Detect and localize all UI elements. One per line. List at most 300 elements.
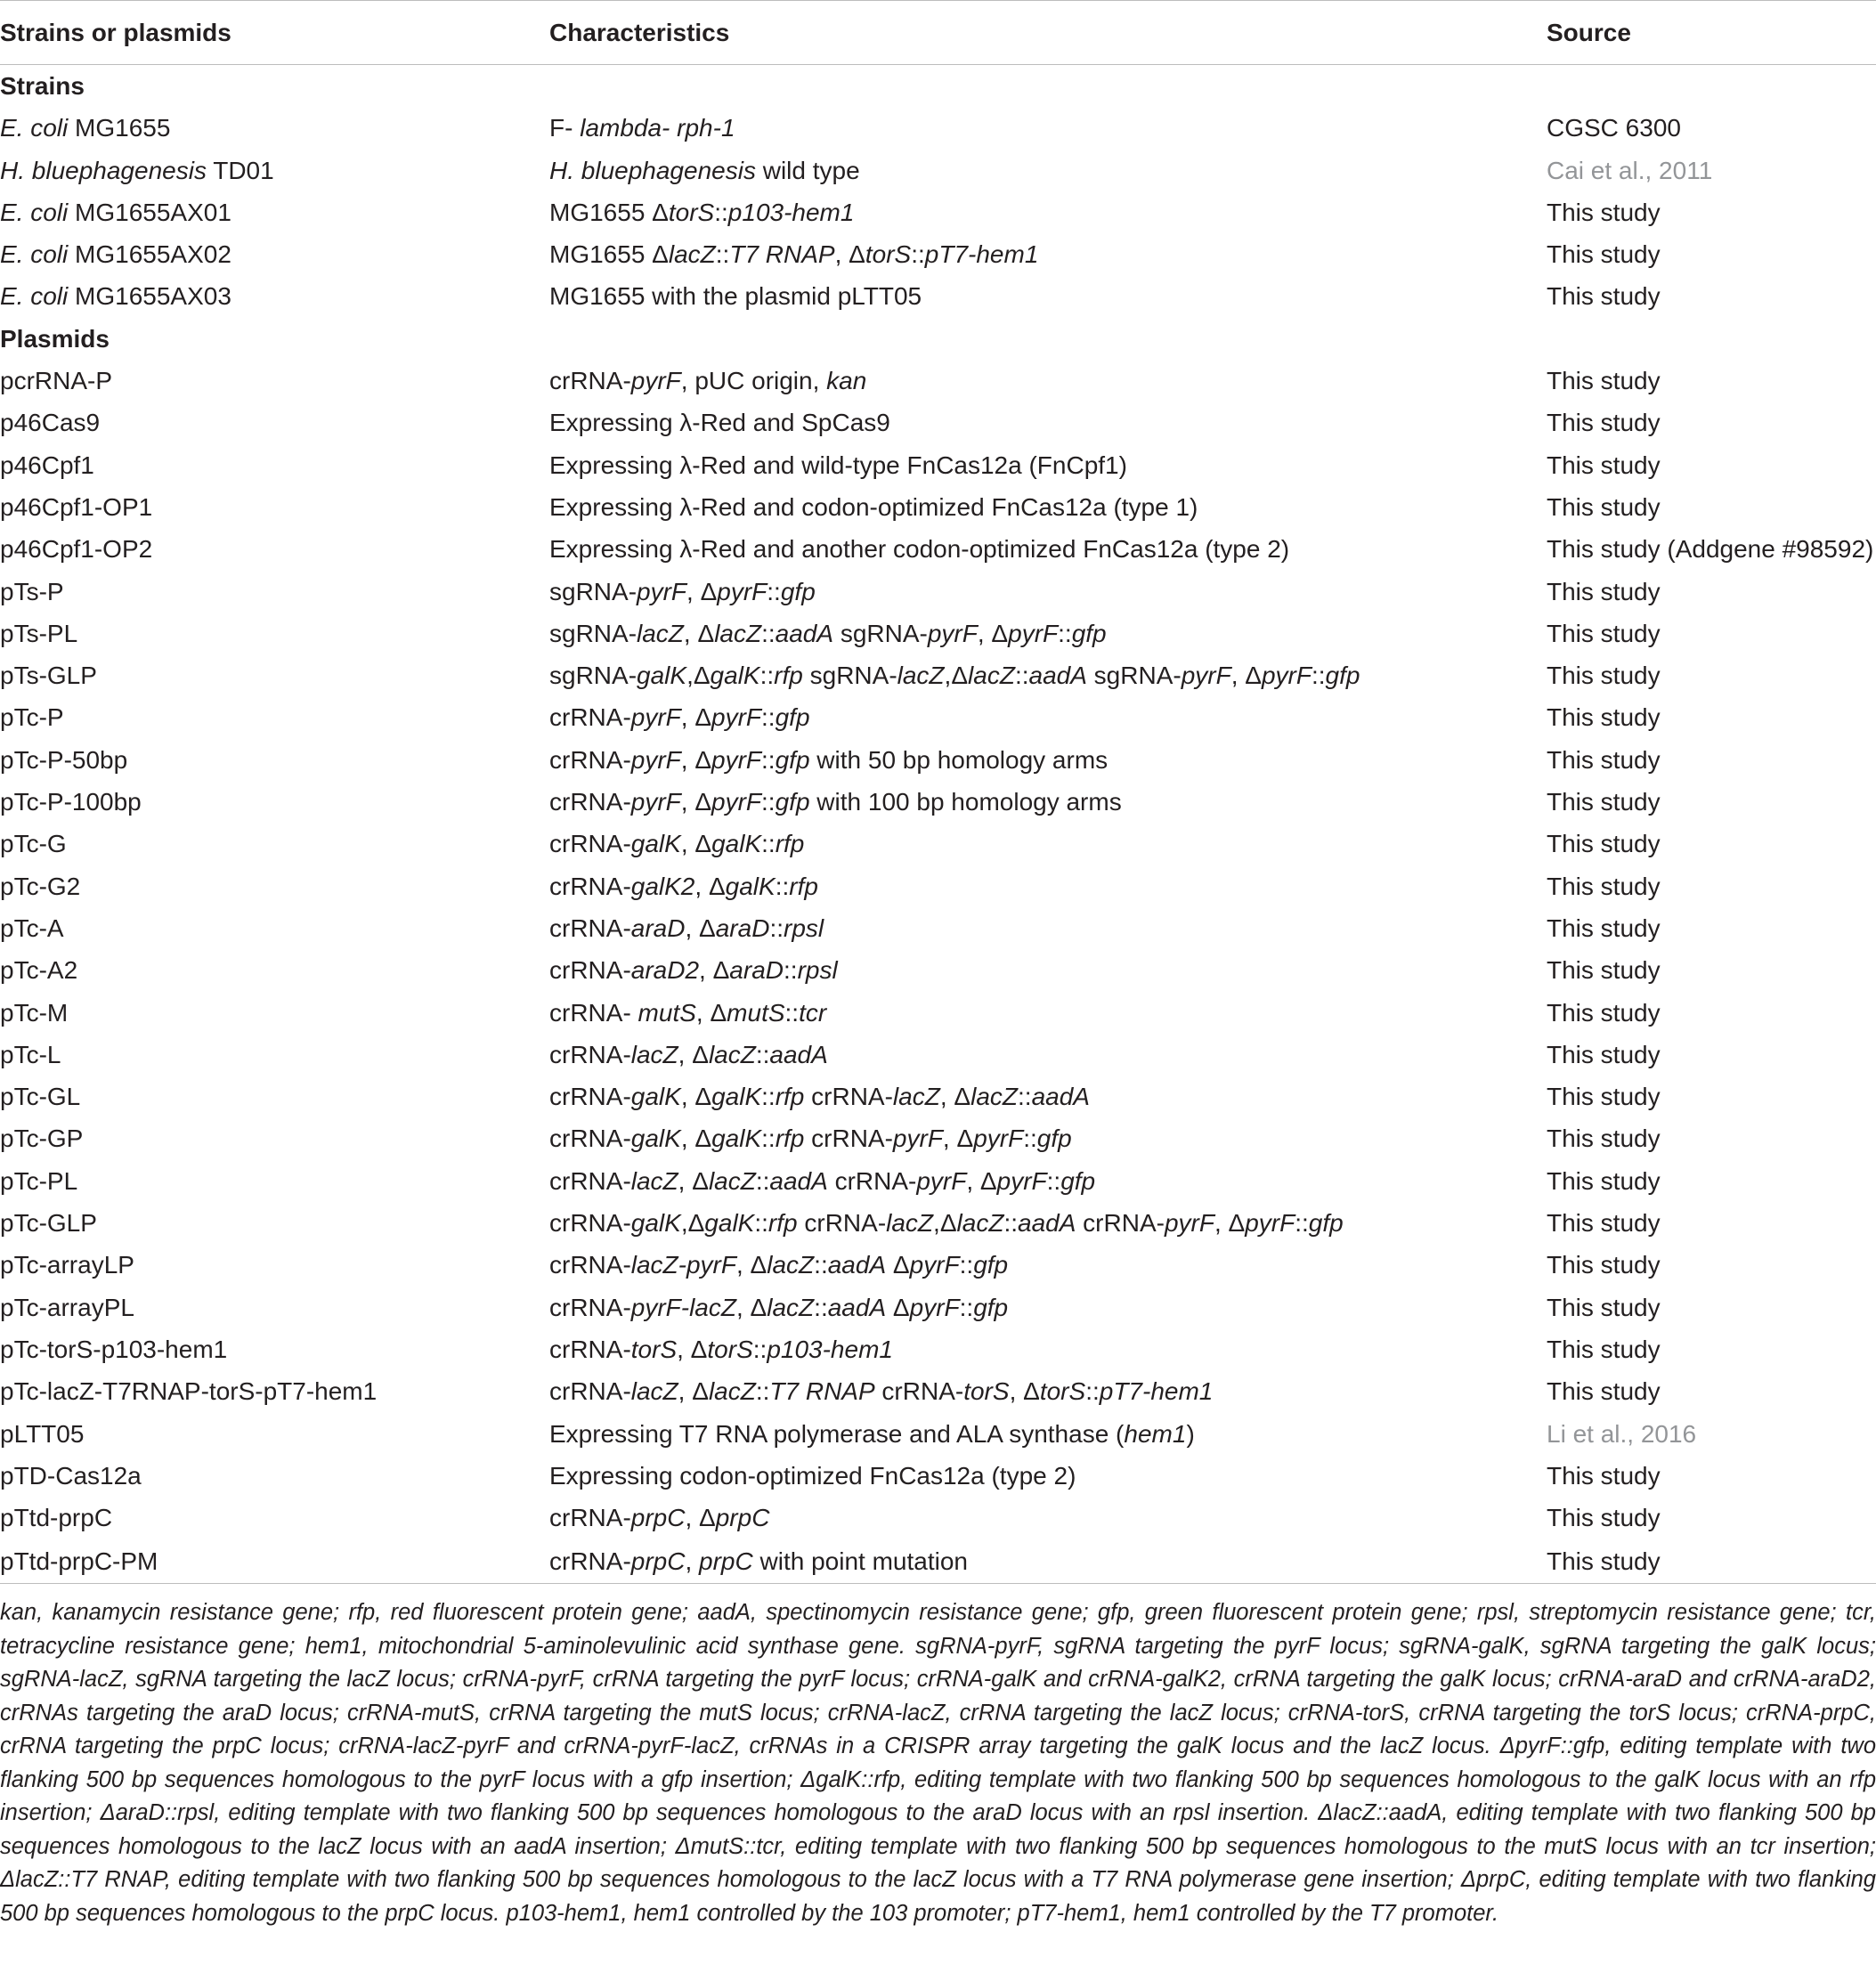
- text-segment: Δ: [886, 1251, 910, 1279]
- text-segment: ::: [761, 830, 776, 858]
- text-segment: crRNA-: [549, 956, 631, 985]
- text-segment: , Δ: [966, 1166, 997, 1195]
- text-segment: , Δ: [686, 577, 718, 605]
- cell-source: This study: [1547, 240, 1661, 269]
- table-row: [0, 992, 1876, 1034]
- table-row: [0, 486, 1876, 528]
- italic-term: rfp: [767, 1209, 798, 1238]
- italic-term: H. bluephagenesis: [549, 156, 756, 184]
- text-segment: crRNA-: [549, 1166, 631, 1195]
- cell-source: This study: [1547, 872, 1661, 900]
- cell-name: [0, 1455, 549, 1497]
- cell-source: This study: [1547, 1209, 1661, 1238]
- italic-term: hem1: [1124, 1419, 1187, 1448]
- section-row: [0, 65, 1876, 108]
- italic-term: lacZ: [897, 662, 945, 690]
- italic-term: galK: [630, 1209, 681, 1238]
- cell-name: [0, 1034, 549, 1076]
- text-segment: Expressing λ-Red and wild-type FnCas12a (FnCpf1): [549, 451, 1127, 479]
- cell-characteristics: [549, 1244, 1547, 1286]
- cell-characteristics: [549, 613, 1547, 654]
- italic-term: pyrF: [630, 367, 681, 395]
- italic-term: gfp: [775, 745, 810, 774]
- text-segment: crRNA-: [549, 788, 631, 816]
- italic-term: lacZ: [892, 1083, 940, 1111]
- cell-source: This study: [1547, 913, 1661, 942]
- italic-term: pyrF: [916, 1166, 967, 1195]
- table-row: [0, 1202, 1876, 1244]
- cell-name: [0, 992, 549, 1034]
- text-segment: with 100 bp homology arms: [809, 788, 1122, 816]
- italic-term: pT7-hem1: [924, 240, 1039, 269]
- cell-name: [0, 1244, 549, 1286]
- italic-term: lacZ: [637, 619, 684, 647]
- table-row: [0, 571, 1876, 613]
- italic-term: rfp: [775, 1083, 805, 1111]
- text-segment: MG1655AX03: [68, 282, 231, 311]
- table-row: [0, 1413, 1876, 1455]
- italic-term: pyrF: [1261, 662, 1312, 690]
- text-segment: ::: [761, 703, 776, 732]
- text-segment: ): [1186, 1419, 1195, 1448]
- italic-term: galK: [630, 830, 681, 858]
- text-segment: MG1655 Δ: [549, 240, 669, 269]
- text-segment: pTc-GL: [0, 1083, 81, 1111]
- text-segment: ::: [1014, 662, 1029, 690]
- text-segment: pTc-PL: [0, 1166, 78, 1195]
- text-segment: crRNA-: [549, 1335, 631, 1363]
- text-segment: crRNA-: [874, 1377, 964, 1406]
- table-row: [0, 150, 1876, 191]
- text-segment: pTD-Cas12a: [0, 1461, 142, 1490]
- italic-term: pyrF: [711, 745, 762, 774]
- text-segment: ::: [1058, 619, 1072, 647]
- italic-term: aadA: [1031, 1083, 1090, 1111]
- text-segment: ::: [1023, 1125, 1037, 1153]
- table-row: [0, 1117, 1876, 1159]
- text-segment: , Δ: [699, 956, 730, 985]
- table-row: [0, 1076, 1876, 1117]
- cell-source: This study: [1547, 1461, 1661, 1490]
- text-segment: crRNA-: [1076, 1209, 1165, 1238]
- cell-characteristics: [549, 992, 1547, 1034]
- italic-term: pyrF: [637, 577, 687, 605]
- text-segment: pTs-PL: [0, 619, 78, 647]
- cell-source: This study: [1547, 1293, 1661, 1321]
- italic-term: araD: [715, 913, 770, 942]
- cell-name: [0, 1160, 549, 1202]
- cell-name: [0, 949, 549, 991]
- text-segment: , Δ: [683, 619, 715, 647]
- text-segment: ,Δ: [933, 1209, 957, 1238]
- cell-characteristics: [549, 781, 1547, 823]
- text-segment: crRNA-: [549, 913, 631, 942]
- cell-characteristics: [549, 1034, 1547, 1076]
- italic-term: E. coli: [0, 198, 69, 226]
- text-segment: , Δ: [939, 1083, 971, 1111]
- section-title: Plasmids: [0, 324, 110, 353]
- table-row: [0, 360, 1876, 402]
- text-segment: p46Cas9: [0, 409, 101, 437]
- italic-term: araD: [729, 956, 784, 985]
- cell-characteristics: [549, 528, 1547, 570]
- italic-term: lacZ: [630, 1040, 678, 1068]
- table-row: [0, 823, 1876, 865]
- cell-characteristics: [549, 696, 1547, 738]
- text-segment: sgRNA-: [549, 577, 638, 605]
- italic-term: lacZ: [668, 240, 716, 269]
- cell-name: [0, 1497, 549, 1539]
- text-segment: pTc-P-100bp: [0, 788, 142, 816]
- italic-term: galK: [630, 1083, 681, 1111]
- text-segment: MG1655 with the plasmid pLTT05: [549, 282, 922, 311]
- text-segment: ::: [755, 1040, 770, 1068]
- text-segment: , Δ: [694, 872, 726, 900]
- text-segment: , Δ: [736, 1293, 767, 1321]
- table-row: [0, 613, 1876, 654]
- cell-source: This study: [1547, 745, 1661, 774]
- text-segment: , Δ: [1230, 662, 1262, 690]
- italic-term: lacZ: [968, 662, 1015, 690]
- text-segment: ::: [761, 619, 776, 647]
- cell-characteristics: [549, 1413, 1547, 1455]
- text-segment: pLTT05: [0, 1419, 85, 1448]
- text-segment: ::: [959, 1293, 974, 1321]
- cell-source: Li et al., 2016: [1547, 1419, 1697, 1448]
- italic-term: pyrF: [630, 745, 681, 774]
- text-segment: crRNA-: [549, 1251, 631, 1279]
- cell-characteristics: [549, 823, 1547, 865]
- text-segment: pTc-arrayLP: [0, 1251, 134, 1279]
- italic-term: lacZ: [886, 1209, 934, 1238]
- italic-term: tcr: [799, 998, 827, 1027]
- italic-term: lacZ: [956, 1209, 1004, 1238]
- italic-term: gfp: [780, 577, 816, 605]
- cell-characteristics: [549, 1539, 1547, 1584]
- italic-term: pyrF: [973, 1125, 1024, 1153]
- text-segment: wild type: [755, 156, 860, 184]
- italic-term: lacZ: [708, 1166, 756, 1195]
- cell-name: [0, 402, 549, 443]
- text-segment: ::: [814, 1251, 828, 1279]
- italic-term: mutS: [638, 998, 696, 1027]
- text-segment: crRNA-: [827, 1166, 917, 1195]
- cell-characteristics: [549, 275, 1547, 317]
- table-row: [0, 402, 1876, 443]
- section-title: Strains: [0, 72, 85, 100]
- text-segment: Δ: [886, 1293, 910, 1321]
- italic-term: torS: [707, 1335, 753, 1363]
- italic-term: T7 RNAP: [729, 240, 835, 269]
- table-row: [0, 1539, 1876, 1584]
- cell-name: [0, 528, 549, 570]
- text-segment: crRNA-: [549, 1377, 631, 1406]
- italic-term: torS: [630, 1335, 678, 1363]
- cell-name: [0, 1413, 549, 1455]
- cell-source: This study: [1547, 1504, 1661, 1532]
- italic-term: lacZ: [714, 619, 762, 647]
- italic-term: pyrF: [909, 1251, 960, 1279]
- text-segment: p46Cpf1-OP2: [0, 535, 153, 564]
- cell-characteristics: [549, 907, 1547, 949]
- italic-term: pT7-hem1: [1099, 1377, 1214, 1406]
- italic-term: pyrF: [711, 703, 762, 732]
- cell-source: This study: [1547, 1547, 1661, 1575]
- italic-term: torS: [865, 240, 912, 269]
- cell-name: [0, 1370, 549, 1412]
- text-segment: , Δ: [736, 1251, 767, 1279]
- italic-term: gfp: [1308, 1209, 1344, 1238]
- cell-name: [0, 696, 549, 738]
- text-segment: ,Δ: [686, 662, 711, 690]
- table-row: [0, 739, 1876, 781]
- italic-term: E. coli: [0, 240, 69, 269]
- cell-name: [0, 865, 549, 907]
- cell-characteristics: [549, 949, 1547, 991]
- italic-term: galK: [711, 1083, 762, 1111]
- text-segment: MG1655AX01: [68, 198, 231, 226]
- italic-term: galK: [710, 662, 760, 690]
- cell-name: [0, 150, 549, 191]
- cell-name: [0, 444, 549, 486]
- italic-term: E. coli: [0, 282, 69, 311]
- italic-term: H. bluephagenesis: [0, 156, 207, 184]
- cell-source: This study: [1547, 1166, 1661, 1195]
- italic-term: aadA: [827, 1293, 887, 1321]
- table-row: [0, 696, 1876, 738]
- table-row: [0, 1497, 1876, 1539]
- text-segment: pTc-GP: [0, 1125, 84, 1153]
- text-segment: crRNA-: [804, 1125, 893, 1153]
- cell-name: [0, 907, 549, 949]
- cell-name: [0, 191, 549, 233]
- text-segment: ,: [685, 1547, 700, 1575]
- text-segment: crRNA-: [549, 1209, 631, 1238]
- text-segment: ::: [761, 745, 776, 774]
- text-segment: , Δ: [685, 913, 716, 942]
- text-segment: ::: [1018, 1083, 1032, 1111]
- italic-term: lacZ: [708, 1040, 756, 1068]
- text-segment: crRNA-: [549, 745, 631, 774]
- cell-source: This study: [1547, 662, 1661, 690]
- text-segment: pTtd-prpC-PM: [0, 1547, 158, 1575]
- cell-source: This study: [1547, 998, 1661, 1027]
- cell-source: This study: [1547, 788, 1661, 816]
- cell-source: This study: [1547, 451, 1661, 479]
- cell-name: [0, 1328, 549, 1370]
- cell-name: [0, 823, 549, 865]
- text-segment: pTc-A2: [0, 956, 78, 985]
- table-row: [0, 865, 1876, 907]
- table-row: [0, 528, 1876, 570]
- text-segment: crRNA-: [549, 1547, 631, 1575]
- cell-characteristics: [549, 654, 1547, 696]
- cell-characteristics: [549, 1497, 1547, 1539]
- text-segment: , Δ: [942, 1125, 974, 1153]
- cell-source: This study: [1547, 409, 1661, 437]
- text-segment: crRNA-: [549, 367, 631, 395]
- cell-characteristics: [549, 107, 1547, 149]
- italic-term: E. coli: [0, 114, 69, 142]
- cell-characteristics: [549, 191, 1547, 233]
- text-segment: pTc-P: [0, 703, 64, 732]
- cell-source: This study: [1547, 367, 1661, 395]
- italic-term: galK: [725, 872, 776, 900]
- italic-term: pyrF: [630, 788, 681, 816]
- text-segment: Expressing λ-Red and codon-optimized FnCas12a (type 1): [549, 492, 1198, 521]
- column-header-name: Strains or plasmids: [0, 19, 231, 46]
- cell-source: This study: [1547, 492, 1661, 521]
- text-segment: p46Cpf1-OP1: [0, 492, 153, 521]
- text-segment: p46Cpf1: [0, 451, 94, 479]
- text-segment: pTc-A: [0, 913, 64, 942]
- italic-term: aadA: [1028, 662, 1087, 690]
- text-segment: MG1655: [68, 114, 171, 142]
- text-segment: TD01: [206, 156, 274, 184]
- italic-term: lacZ: [708, 1377, 756, 1406]
- section-row: [0, 318, 1876, 360]
- italic-term: lacZ: [630, 1166, 678, 1195]
- italic-term: aadA: [827, 1251, 887, 1279]
- cell-characteristics: [549, 1370, 1547, 1412]
- text-segment: ::: [752, 1335, 767, 1363]
- text-segment: with point mutation: [752, 1547, 968, 1575]
- cell-source: This study: [1547, 830, 1661, 858]
- italic-term: lacZ: [630, 1377, 678, 1406]
- cell-source: This study: [1547, 198, 1661, 226]
- text-segment: ::: [715, 240, 730, 269]
- text-segment: ::: [1085, 1377, 1100, 1406]
- table-row: [0, 1160, 1876, 1202]
- text-segment: , Δ: [680, 1083, 712, 1111]
- cell-characteristics: [549, 1202, 1547, 1244]
- text-segment: ,Δ: [680, 1209, 705, 1238]
- italic-term: lacZ-pyrF: [630, 1251, 736, 1279]
- text-segment: crRNA-: [549, 1083, 631, 1111]
- italic-term: pyrF: [1181, 662, 1231, 690]
- table-row: [0, 107, 1876, 149]
- text-segment: crRNA-: [549, 998, 638, 1027]
- italic-term: T7 RNAP: [769, 1377, 875, 1406]
- text-segment: crRNA-: [549, 1125, 631, 1153]
- italic-term: pyrF: [711, 788, 762, 816]
- text-segment: pTc-GLP: [0, 1209, 97, 1238]
- text-segment: , Δ: [680, 1125, 712, 1153]
- cell-name: [0, 654, 549, 696]
- table-body: [0, 65, 1876, 1584]
- italic-term: gfp: [973, 1251, 1009, 1279]
- cell-name: [0, 486, 549, 528]
- italic-term: pyrF: [717, 577, 767, 605]
- text-segment: , Δ: [677, 1335, 708, 1363]
- text-segment: pTc-G2: [0, 872, 81, 900]
- text-segment: ::: [714, 198, 728, 226]
- italic-term: gfp: [775, 788, 810, 816]
- italic-term: rpsl: [797, 956, 838, 985]
- text-segment: crRNA-: [549, 872, 631, 900]
- italic-term: kan: [826, 367, 867, 395]
- italic-term: pyrF: [927, 619, 978, 647]
- cell-name: [0, 1117, 549, 1159]
- cell-characteristics: [549, 486, 1547, 528]
- cell-source: This study: [1547, 1083, 1661, 1111]
- text-segment: , Δ: [977, 619, 1009, 647]
- text-segment: pTc-M: [0, 998, 69, 1027]
- italic-term: gfp: [1325, 662, 1360, 690]
- text-segment: ::: [775, 872, 790, 900]
- text-segment: pTc-P-50bp: [0, 745, 128, 774]
- cell-source: Cai et al., 2011: [1547, 156, 1713, 184]
- cell-source: This study: [1547, 1251, 1661, 1279]
- italic-term: galK: [711, 830, 762, 858]
- text-segment: pcrRNA-P: [0, 367, 113, 395]
- text-segment: ::: [911, 240, 925, 269]
- italic-term: p103-hem1: [767, 1335, 893, 1363]
- text-segment: sgRNA-: [833, 619, 928, 647]
- italic-term: rfp: [774, 662, 803, 690]
- italic-term: torS: [1039, 1377, 1086, 1406]
- cell-source: This study: [1547, 1335, 1661, 1363]
- text-segment: Expressing λ-Red and SpCas9: [549, 409, 890, 437]
- italic-term: pyrF: [1164, 1209, 1214, 1238]
- text-segment: crRNA-: [804, 1083, 893, 1111]
- text-segment: , Δ: [678, 1377, 709, 1406]
- text-segment: ::: [759, 662, 775, 690]
- text-segment: ,Δ: [944, 662, 969, 690]
- text-segment: , Δ: [680, 745, 712, 774]
- italic-term: gfp: [1060, 1166, 1096, 1195]
- text-segment: , Δ: [685, 1504, 716, 1532]
- italic-term: prpC: [715, 1504, 770, 1532]
- text-segment: Expressing codon-optimized FnCas12a (type 2): [549, 1461, 1076, 1490]
- text-segment: ::: [769, 913, 784, 942]
- cell-name: [0, 1539, 549, 1584]
- italic-term: gfp: [973, 1293, 1009, 1321]
- cell-name: [0, 1202, 549, 1244]
- cell-source: This study (Addgene #98592): [1547, 535, 1874, 564]
- text-segment: ::: [1003, 1209, 1018, 1238]
- italic-term: pyrF: [630, 703, 681, 732]
- text-segment: pTc-L: [0, 1040, 61, 1068]
- italic-term: araD: [630, 913, 686, 942]
- italic-term: galK: [704, 1209, 755, 1238]
- cell-characteristics: [549, 1117, 1547, 1159]
- text-segment: ::: [755, 1166, 770, 1195]
- italic-term: p103-hem1: [727, 198, 855, 226]
- cell-characteristics: [549, 739, 1547, 781]
- italic-term: prpC: [630, 1547, 686, 1575]
- text-segment: Expressing T7 RNA polymerase and ALA synthase (: [549, 1419, 1125, 1448]
- text-segment: pTs-P: [0, 577, 64, 605]
- cell-characteristics: [549, 233, 1547, 275]
- text-segment: crRNA-: [549, 1504, 631, 1532]
- italic-term: prpC: [630, 1504, 686, 1532]
- cell-characteristics: [549, 1287, 1547, 1328]
- text-segment: , Δ: [680, 703, 712, 732]
- italic-term: gfp: [775, 703, 810, 732]
- table-row: [0, 275, 1876, 317]
- italic-term: rfp: [775, 830, 805, 858]
- text-segment: , Δ: [1009, 1377, 1040, 1406]
- cell-characteristics: [549, 1328, 1547, 1370]
- italic-term: galK: [637, 662, 687, 690]
- italic-term: aadA: [769, 1166, 828, 1195]
- table-row: [0, 1328, 1876, 1370]
- text-segment: ::: [755, 1377, 770, 1406]
- text-segment: ::: [814, 1293, 828, 1321]
- cell-name: [0, 739, 549, 781]
- italic-term: aadA: [769, 1040, 828, 1068]
